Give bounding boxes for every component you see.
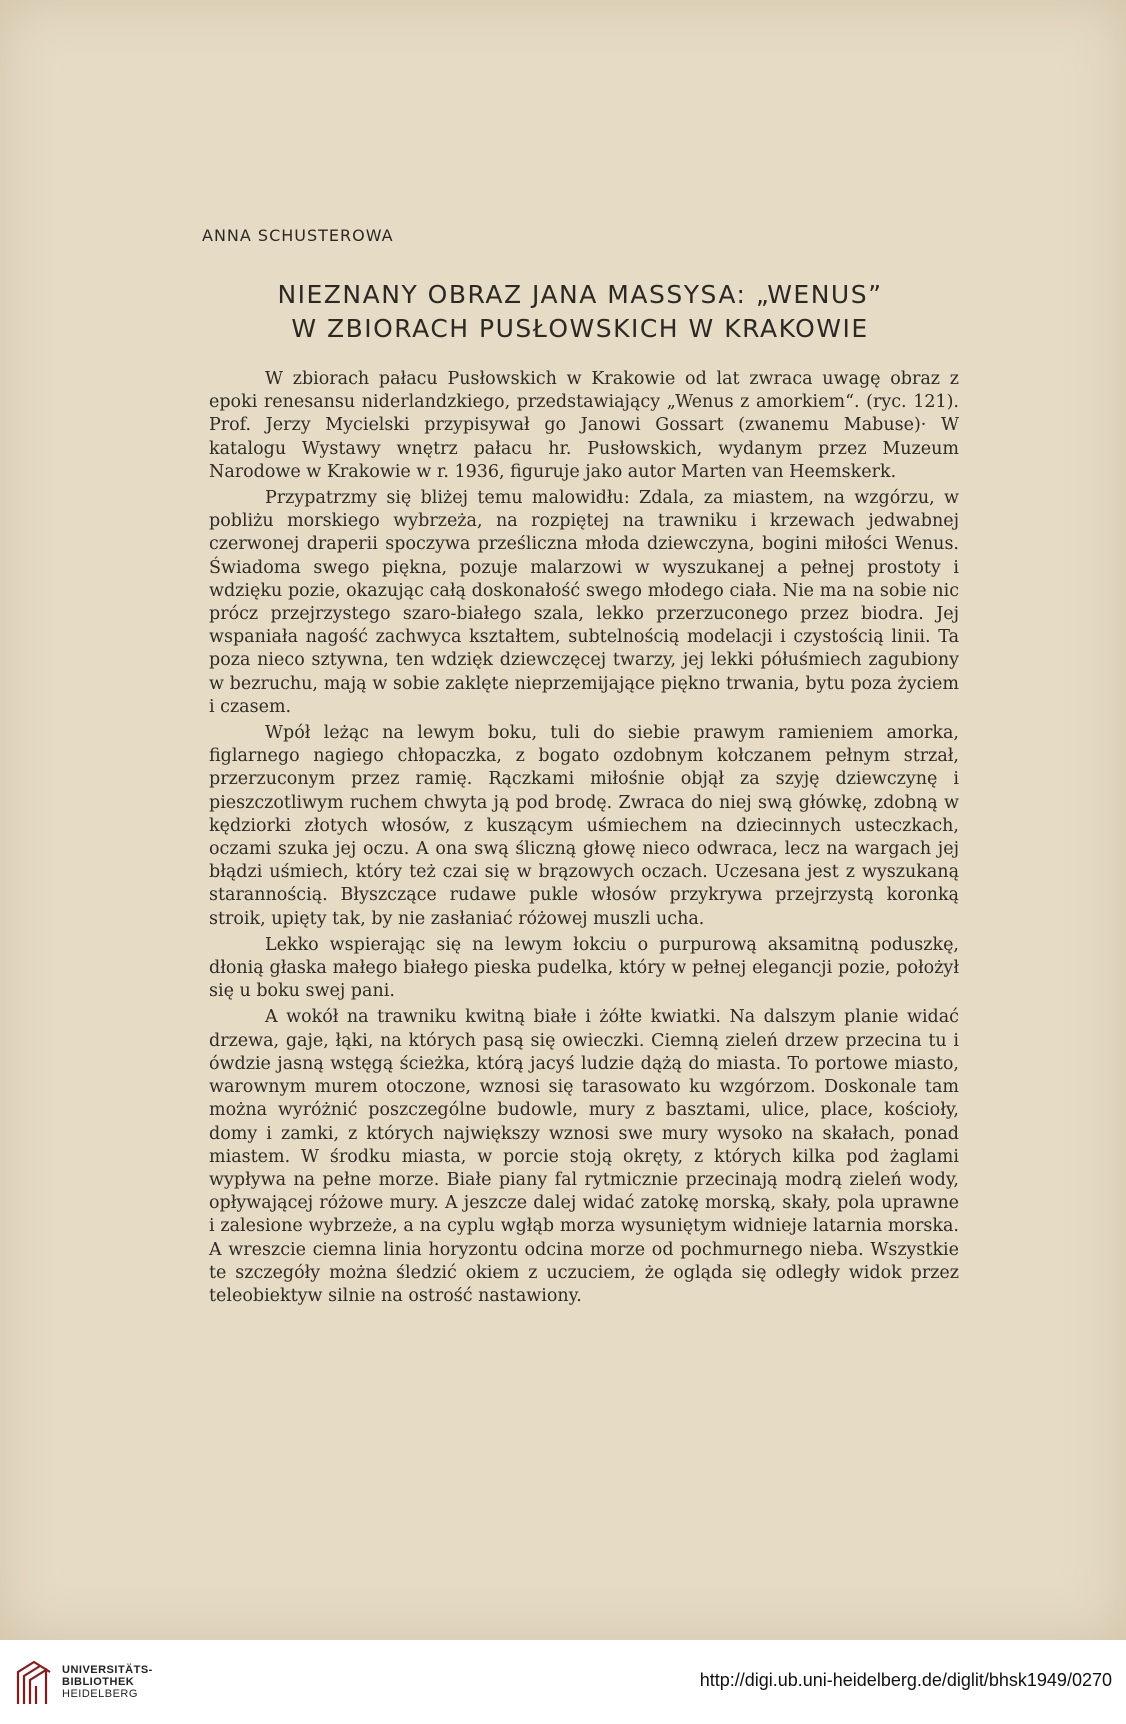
paragraph-3: Wpół leżąc na lewym boku, tuli do siebie prawym ramieniem amorka, figlarnego nagiego chłopaczka, z bogato ozdobnym kołczanem pełnym strzał, przerzuconym przez ramię. Rączkami miłośnie objął za szyję dziewczynę i pieszczotliwym ruchem chwyta ją pod brodę. Zwraca do niej swą główkę, zdobną w kędziorki złotych włosów, z kuszącym uśmiechem na dziecinnych usteczkach, oczami szuka jej oczu. A ona swą śliczną głowę nieco odwraca, lecz na wargach jej błądzi uśmiech, który też czai się w brązowych oczach. Uczesana jest z wyszukaną starannością. Błyszczące rudawe pukle włosów przykrywa przejrzystą koronką stroik, upięty tak, by nie zasłaniać różowej muszli ucha. (209, 723, 959, 929)
paragraph-2: Przypatrzmy się bliżej temu malowidłu: Zdala, za miastem, na wzgórzu, w pobliżu morskiego wybrzeża, na rozpiętej na trawniku i krzewach jedwabnej czerwonej draperii spoczywa prześliczna młoda dziewczyna, bogini miłości Wenus. Świadoma swego piękna, pozuje malarzowi w wyszukanej a pełnej prostoty i wdzięku pozie, okazując całą doskonałość swego młodego ciała. Nie ma na sobie nic prócz przejrzystego szaro-białego szala, lekko przerzuconego przez biodra. Jej wspaniała nagość zachwyca kształtem, subtelnością modelacji i czystością linii. Ta poza nieco sztywna, ten wdzięk dziewczęcej twarzy, jej lekki półuśmiech zagubiony w bezruchu, mają w sobie zaklęte nieprzemijające piękno trwania, bytu poza życiem i czasem. (209, 488, 959, 717)
paragraph-5: A wokół na trawniku kwitną białe i żółte kwiatki. Na dalszym planie widać drzewa, gaje, łąki, na których pasą się owieczki. Ciemną zieleń drzew przecina tu i ówdzie jasną wstęgą ścieżka, którą jacyś ludzie dążą do miasta. To portowe miasto, warownym murem otoczone, wznosi się tarasowato ku wzgórzom. Doskonale tam można wyróżnić poszczególne budowle, mury z basztami, ulice, place, kościoły, domy i zamki, z których największy wznosi swe mury wysoko na skałach, ponad miastem. W środku miasta, w porcie stoją okręty, z których kilka pod żaglami wypływa na pełne morze. Białe piany fal rytmicznie przecinają modrą zieleń wody, opływającej różowe mury. A jeszcze dalej widać zatokę morską, skały, pola uprawne i zalesione wybrzeże, a na cyplu wgłąb morza wysuniętym widnieje latarnia morska. A wreszcie ciemna linia horyzontu odcina morze od pochmurnego nieba. Wszystkie te szczegóły można śledzić okiem z uczuciem, że ogląda się odległy widok przez teleobiektyw silnie na ostrość nastawiony. (209, 1007, 959, 1306)
library-name-line-2: BIBLIOTHEK (62, 1676, 135, 1688)
title-line-1: NIEZNANY OBRAZ JANA MASSYSA: „WENUS” (277, 280, 883, 309)
permalink-url[interactable]: http://digi.ub.uni-heidelberg.de/diglit/bhsk1949/0270 (699, 1670, 1112, 1690)
article-body (209, 368, 959, 1311)
library-name-line-1: UNIVERSITÄTS- (62, 1664, 153, 1676)
title-line-2: W ZBIORACH PUSŁOWSKICH W KRAKOWIE (291, 314, 869, 343)
library-logo-icon[interactable] (14, 1658, 54, 1708)
article-title (150, 278, 1010, 346)
library-name-line-3: HEIDELBERG (62, 1688, 138, 1700)
viewer-footer (0, 1640, 1126, 1724)
library-name[interactable] (62, 1664, 153, 1700)
paragraph-1: W zbiorach pałacu Pusłowskich w Krakowie od lat zwraca uwagę obraz z epoki renesansu niderlandzkiego, przedstawiający „Wenus z amorkiem“. (ryc. 121). Prof. Jerzy Mycielski przypisywał go Janowi Gossart (zwanemu Mabuse)· W katalogu Wystawy wnętrz pałacu hr. Pusłowskich, wydanym przez Muzeum Narodowe w Krakowie w r. 1936, figuruje jako autor Marten van Heemskerk. (209, 369, 959, 482)
paragraph-4: Lekko wspierając się na lewym łokciu o purpurową aksamitną poduszkę, dłonią głaska małego białego pieska pudelka, który w pełnej elegancji pozie, położył się u boku swej pani. (209, 934, 959, 1002)
author-name: ANNA SCHUSTEROWA (202, 226, 394, 245)
